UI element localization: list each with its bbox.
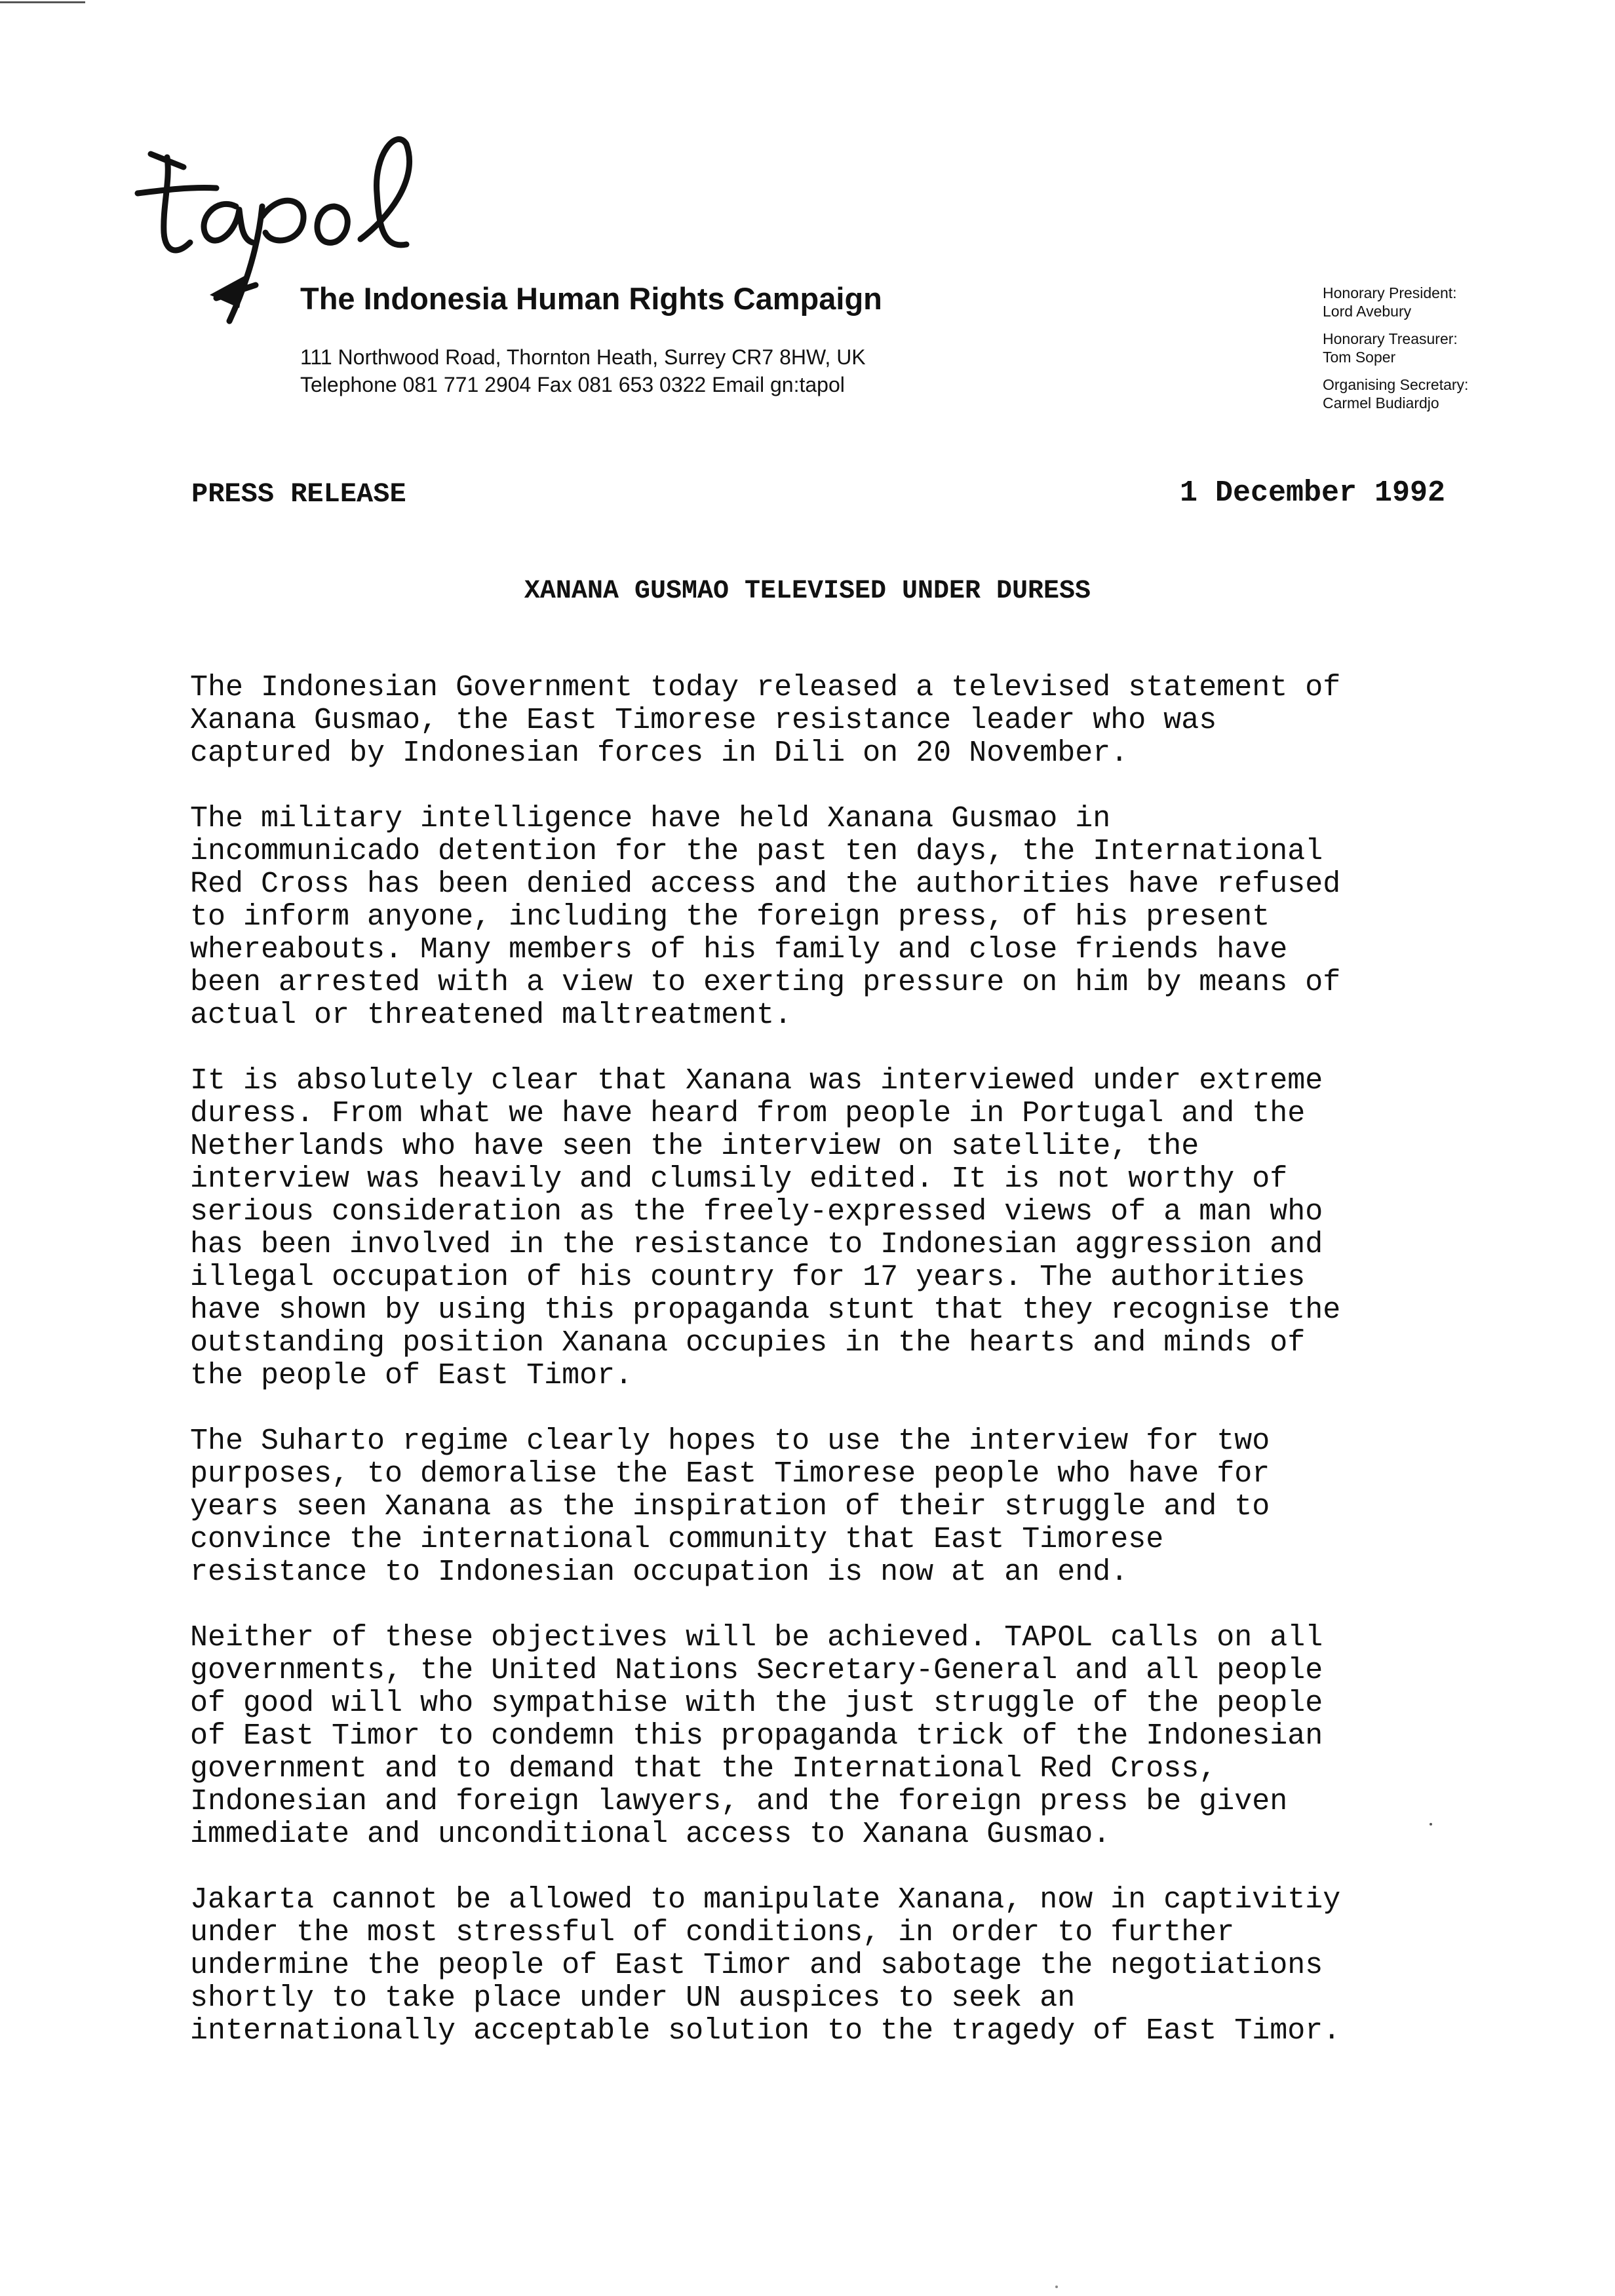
officer-president: [1323, 284, 1468, 320]
body-line: whereabouts. Many members of his family and close friends have: [190, 933, 1288, 966]
body-line: incommunicado detention for the past ten days, the International: [190, 835, 1323, 868]
body-line: has been involved in the resistance to Indonesian aggression and: [190, 1228, 1323, 1261]
contact-line: Telephone 081 771 2904 Fax 081 653 0322 Email gn:tapol: [300, 373, 845, 396]
body-line: purposes, to demoralise the East Timorese people who have for: [190, 1457, 1270, 1491]
body-line: illegal occupation of his country for 17 years. The authorities: [190, 1261, 1306, 1294]
press-release-label: PRESS RELEASE: [191, 478, 406, 510]
body-line: The military intelligence have held Xanana Gusmao in: [190, 802, 1111, 835]
body-line: captured by Indonesian forces in Dili on 20 November.: [190, 737, 1129, 770]
body-paragraph: [190, 1425, 1501, 1589]
address-line: 111 Northwood Road, Thornton Heath, Surrey CR7 8HW, UK: [300, 345, 866, 369]
body-paragraph: [190, 1065, 1501, 1392]
body-line: internationally acceptable solution to the tragedy of East Timor.: [190, 2014, 1341, 2048]
body-line: The Suharto regime clearly hopes to use the interview for two: [190, 1425, 1270, 1458]
body-paragraph: [190, 1622, 1501, 1851]
body-line: immediate and unconditional access to Xanana Gusmao.: [190, 1818, 1111, 1851]
body-line: Jakarta cannot be allowed to manipulate Xanana, now in captivitiy: [190, 1883, 1341, 1917]
release-date: 1 December 1992: [1180, 476, 1446, 510]
body-line: been arrested with a view to exerting pressure on him by means of: [190, 966, 1341, 999]
scan-edge-mark: [0, 1, 85, 3]
body-line: interview was heavily and clumsily edited. It is not worthy of: [190, 1162, 1288, 1196]
officer-name: Tom Soper: [1323, 349, 1396, 366]
body-line: Indonesian and foreign lawyers, and the foreign press be given: [190, 1785, 1288, 1818]
body-line: shortly to take place under UN auspices to seek an: [190, 1981, 1076, 2015]
body-line: Xanana Gusmao, the East Timorese resistance leader who was: [190, 704, 1217, 737]
body-line: the people of East Timor.: [190, 1359, 633, 1392]
officer-role: Organising Secretary:: [1323, 376, 1469, 393]
body-line: Neither of these objectives will be achieved. TAPOL calls on all: [190, 1621, 1323, 1655]
officer-treasurer: [1323, 330, 1468, 366]
officer-secretary: [1323, 375, 1468, 412]
org-name: The Indonesia Human Rights Campaign: [300, 281, 882, 316]
body-line: It is absolutely clear that Xanana was interviewed under extreme: [190, 1064, 1323, 1098]
body-line: have shown by using this propaganda stunt that they recognise the: [190, 1293, 1341, 1327]
body-line: of good will who sympathise with the just struggle of the people: [190, 1687, 1323, 1720]
body-line: resistance to Indonesian occupation is now at an end.: [190, 1556, 1129, 1589]
body-text: [190, 672, 1501, 2080]
officer-role: Honorary Treasurer:: [1323, 330, 1458, 347]
body-line: of East Timor to condemn this propaganda trick of the Indonesian: [190, 1719, 1323, 1753]
body-line: under the most stressful of conditions, in order to further: [190, 1916, 1235, 1949]
officer-role: Honorary President:: [1323, 284, 1457, 301]
body-paragraph: [190, 672, 1501, 770]
body-paragraph: [190, 1884, 1501, 2048]
body-line: Netherlands who have seen the interview on satellite, the: [190, 1130, 1199, 1163]
body-line: undermine the people of East Timor and sabotage the negotiations: [190, 1949, 1323, 1982]
body-line: years seen Xanana as the inspiration of their struggle and to: [190, 1490, 1270, 1523]
body-line: outstanding position Xanana occupies in the hearts and minds of: [190, 1326, 1306, 1360]
body-line: duress. From what we have heard from people in Portugal and the: [190, 1097, 1306, 1130]
body-line: actual or threatened maltreatment.: [190, 999, 792, 1032]
headline: XANANA GUSMAO TELEVISED UNDER DURESS: [524, 577, 1091, 606]
body-line: government and to demand that the International Red Cross,: [190, 1752, 1217, 1786]
body-line: convince the international community that East Timorese: [190, 1523, 1164, 1556]
officer-name: Lord Avebury: [1323, 303, 1412, 320]
officer-name: Carmel Budiardjo: [1323, 394, 1439, 411]
body-paragraph: [190, 803, 1501, 1032]
body-line: Red Cross has been denied access and the authorities have refused: [190, 868, 1341, 901]
body-line: The Indonesian Government today released a televised statement of: [190, 671, 1341, 704]
body-line: governments, the United Nations Secretary-General and all people: [190, 1654, 1323, 1687]
officers-list: [1323, 284, 1468, 421]
body-line: to inform anyone, including the foreign press, of his present: [190, 900, 1270, 934]
org-address: [300, 343, 866, 398]
body-line: serious consideration as the freely-expressed views of a man who: [190, 1195, 1323, 1229]
